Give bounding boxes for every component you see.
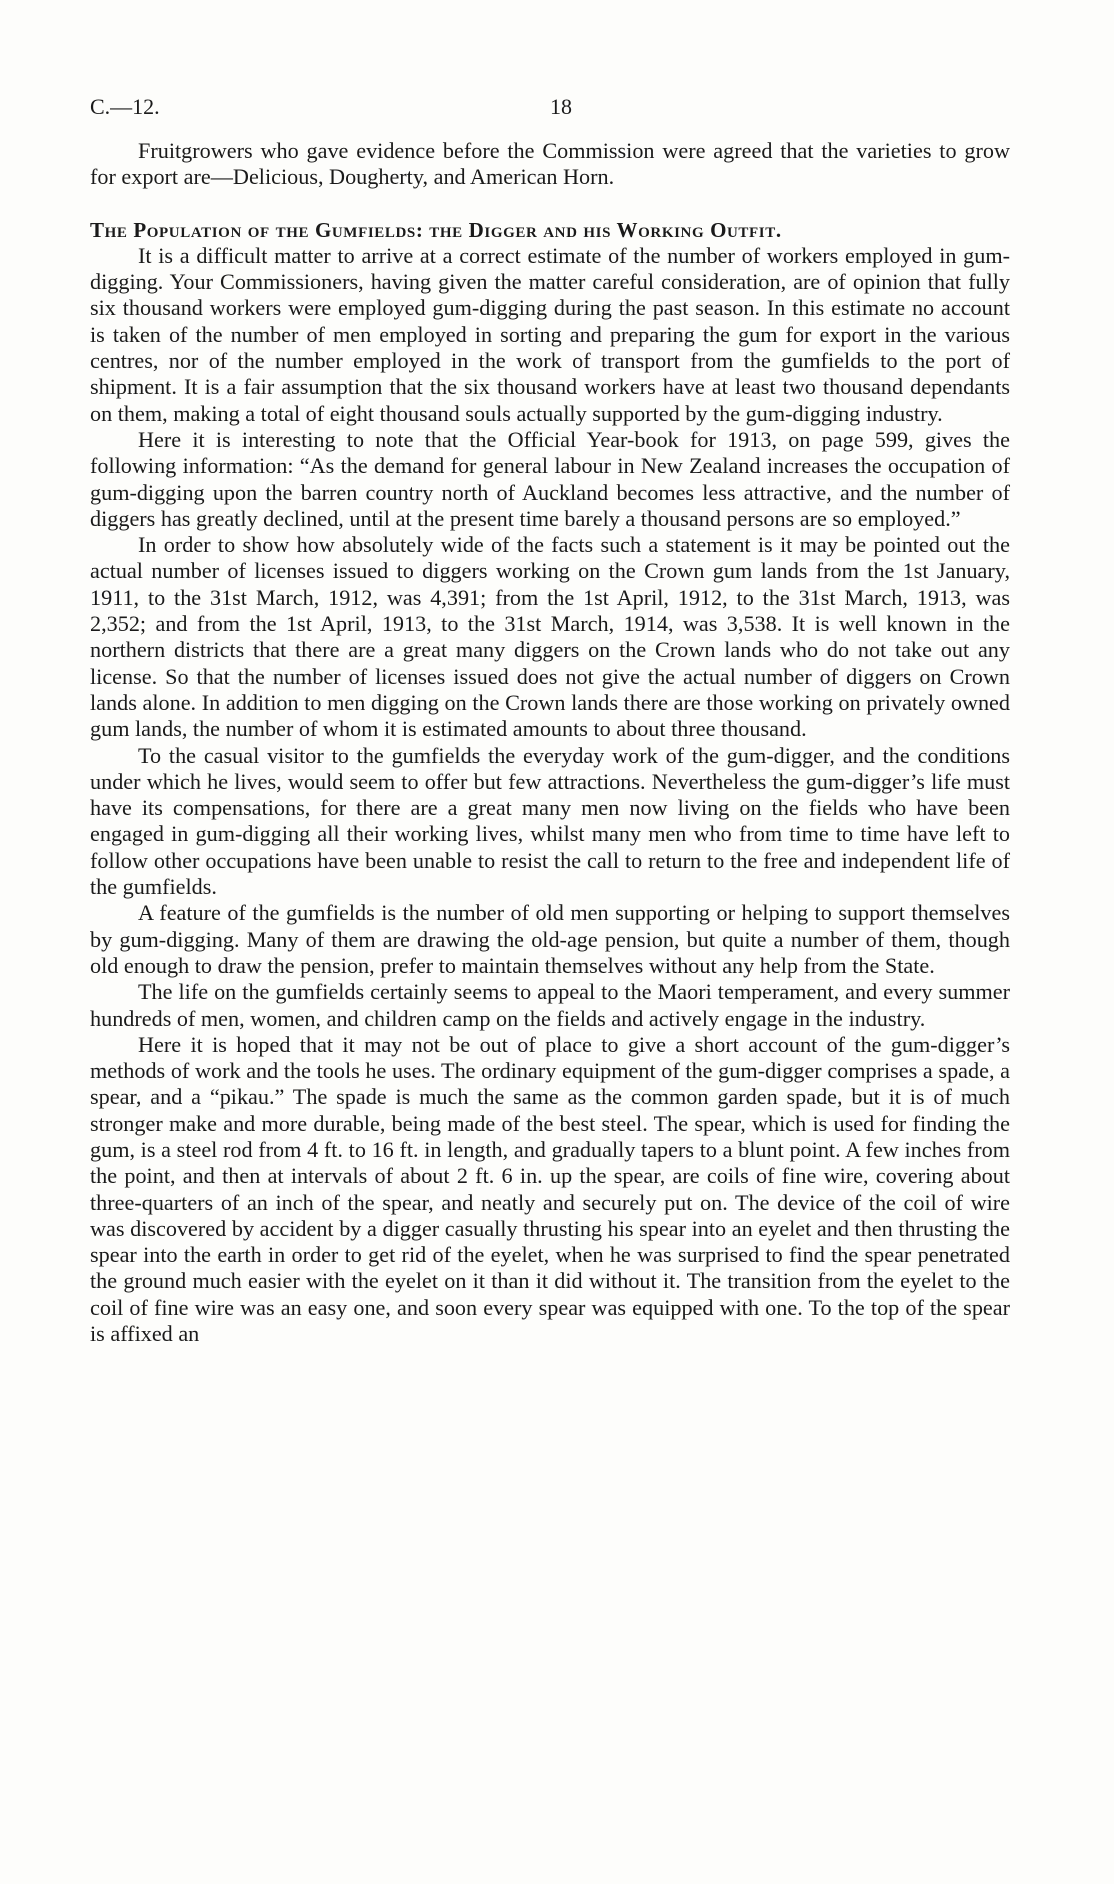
page-number: 18: [550, 94, 572, 119]
paragraph: The life on the gumfields certainly seems to appeal to the Maori temperament, and every summer hundreds of men, women, and children camp on the fields and actively engage in the industry.: [90, 979, 1010, 1031]
running-header: [90, 94, 1010, 124]
document-code: C.—12.: [90, 94, 160, 119]
paragraph: To the casual visitor to the gumfields the everyday work of the gum-digger, and the conditions under which he lives, would seem to offer but few attractions. Nevertheless the gum-digger’s life must have its compensations, for there are a great many men now living on the fields who have been engaged in gum-digging all their working lives, whilst many men who from time to time have left to follow other occupations have been unable to resist the call to return to the free and independent life of the gumfields.: [90, 742, 1010, 900]
paragraph: It is a difficult matter to arrive at a correct estimate of the number of workers employed in gum-digging. Your Commissioners, having given the matter careful consideration, are of opinion that fully six thousand workers were employed gum-digging during the past season. In this estimate no account is taken of the number of men employed in sorting and preparing the gum for export in the various centres, nor of the number employed in the work of transport from the gumfields to the port of shipment. It is a fair assumption that the six thousand workers have at least two thousand dependants on them, making a total of eight thousand souls actually supported by the gum-digging industry.: [90, 242, 1010, 426]
section-heading: The Population of the Gumfields: the Digger and his Working Outfit.: [90, 217, 782, 242]
intro-paragraph: Fruitgrowers who gave evidence before the Commission were agreed that the varieties to grow for export are—Delicious, Dougherty, and American Horn.: [90, 138, 1010, 190]
paragraph: Here it is hoped that it may not be out of place to give a short account of the gum-digger’s methods of work and the tools he uses. The ordinary equipment of the gum-digger comprises a spade, a spear, and a “pikau.” The spade is much the same as the common garden spade, but it is of much stronger make and more durable, being made of the best steel. The spear, which is used for finding the gum, is a steel rod from 4 ft. to 16 ft. in length, and gradually tapers to a blunt point. A few inches from the point, and then at intervals of about 2 ft. 6 in. up the spear, are coils of fine wire, covering about three-quarters of an inch of the spear, and neatly and securely put on. The device of the coil of wire was discovered by accident by a digger casually thrusting his spear into an eyelet and then thrusting the spear into the earth in order to get rid of the eyelet, when he was surprised to find the spear penetrated the ground much easier with the eyelet on it than it did without it. The transition from the eyelet to the coil of fine wire was an easy one, and soon every spear was equipped with one. To the top of the spear is affixed an: [90, 1031, 1010, 1347]
paragraph: A feature of the gumfields is the number of old men supporting or helping to support themselves by gum-digging. Many of them are drawing the old-age pension, but quite a number of them, though old enough to draw the pension, prefer to maintain themselves without any help from the State.: [90, 900, 1010, 978]
paragraph: Here it is interesting to note that the Official Year-book for 1913, on page 599, gives the following information: “As the demand for general labour in New Zealand increases the occupation of gum-digging upon the barren country north of Auckland becomes less attractive, and the number of diggers has greatly declined, until at the present time barely a thousand persons are so employed.”: [90, 426, 1010, 531]
paragraph: In order to show how absolutely wide of the facts such a statement is it may be pointed out the actual number of licenses issued to diggers working on the Crown gum lands from the 1st January, 1911, to the 31st March, 1912, was 4,391; from the 1st April, 1912, to the 31st March, 1913, was 2,352; and from the 1st April, 1913, to the 31st March, 1914, was 3,538. It is well known in the northern districts that there are a great many diggers on the Crown lands who do not take out any license. So that the number of licenses issued does not give the actual number of diggers on Crown lands alone. In addition to men digging on the Crown lands there are those working on privately owned gum lands, the number of whom it is estimated amounts to about three thousand.: [90, 532, 1010, 742]
body-text: [90, 138, 1010, 1347]
